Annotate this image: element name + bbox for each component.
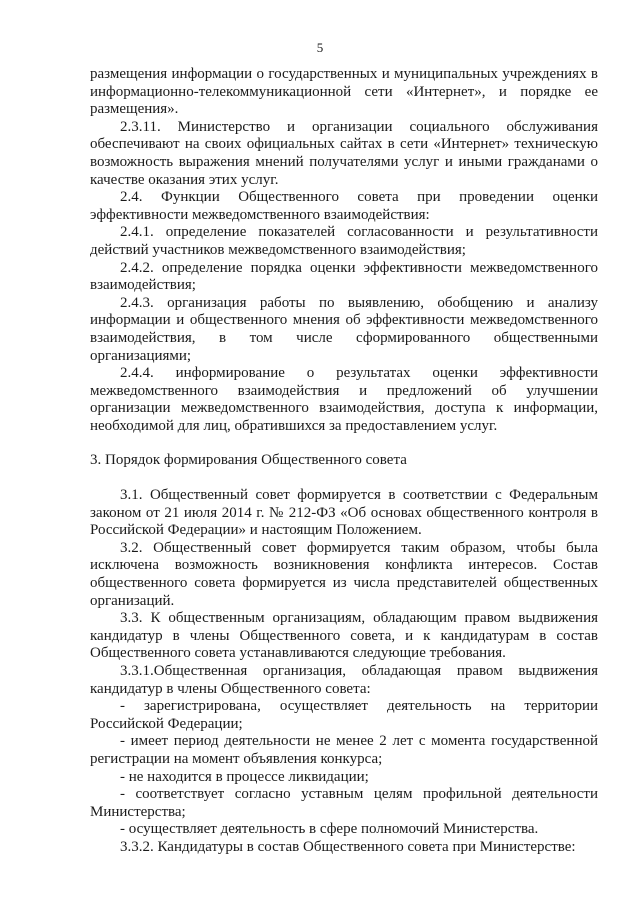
paragraph: 2.4.3. организация работы по выявлению, обобщению и анализу информации и общественного мнения об эффективности межведомственного взаимодействия, в том числе сформированного общественными организациями; — [90, 294, 598, 364]
paragraph: - соответствует согласно уставным целям профильной деятельности Министерства; — [90, 786, 598, 820]
paragraph: 2.4.4. информирование о результатах оценки эффективности межведомственного взаимодействия и предложений об улучшении организации межведомственного взаимодействия, доступа к информации, необходимой для лиц, обратившихся за предоставлением услуг. — [90, 365, 598, 434]
section-2-continuation — [90, 66, 598, 435]
paragraph: 3.3. К общественным организациям, обладающим правом выдвижения кандидатур в члены Общественного совета, и к кандидатурам в состав Общественного совета устанавливаются следующие требования. — [90, 610, 598, 662]
document-body — [90, 66, 598, 857]
paragraph: - осуществляет деятельность в сфере полномочий Министерства. — [120, 821, 539, 838]
section-heading: 3. Порядок формирования Общественного совета — [90, 452, 407, 469]
paragraph: - зарегистрирована, осуществляет деятельность на территории Российской Федерации; — [90, 698, 598, 732]
paragraph: 3.3.1.Общественная организация, обладающая правом выдвижения кандидатур в члены Общественного совета: — [90, 663, 598, 697]
paragraph: 3.1. Общественный совет формируется в соответствии с Федеральным законом от 21 июля 2014 г. № 212-ФЗ «Об основах общественного контроля в Российской Федерации» и настоящим Положением. — [90, 487, 598, 539]
paragraph: размещения информации о государственных и муниципальных учреждениях в информационно-телекоммуникационной сети «Интернет», и порядке ее размещения». — [90, 66, 598, 118]
paragraph: - имеет период деятельности не менее 2 лет с момента государственной регистрации на момент объявления конкурса; — [90, 733, 598, 767]
page-number: 5 — [316, 40, 324, 55]
paragraph: 3.2. Общественный совет формируется таким образом, чтобы была исключена возможность возникновения конфликта интересов. Состав общественного совета формируется из числа представителей общественных организаций. — [90, 539, 598, 609]
section-3-body — [90, 487, 598, 856]
paragraph: 2.4. Функции Общественного совета при проведении оценки эффективности межведомственного взаимодействия: — [90, 189, 598, 223]
paragraph: - не находится в процессе ликвидации; — [120, 768, 369, 785]
paragraph: 2.4.2. определение порядка оценки эффективности межведомственного взаимодействия; — [90, 259, 598, 294]
paragraph: 3.3.2. Кандидатуры в состав Общественного совета при Министерстве: — [120, 838, 576, 855]
paragraph: 2.4.1. определение показателей согласованности и результативности действий участников межведомственного взаимодействия; — [90, 224, 598, 258]
paragraph: 2.3.11. Министерство и организации социального обслуживания обеспечивают на своих официальных сайтах в сети «Интернет» техническую возможность выражения мнений получателями услуг и иными гражданами о качестве оказания этих услуг. — [90, 118, 598, 188]
